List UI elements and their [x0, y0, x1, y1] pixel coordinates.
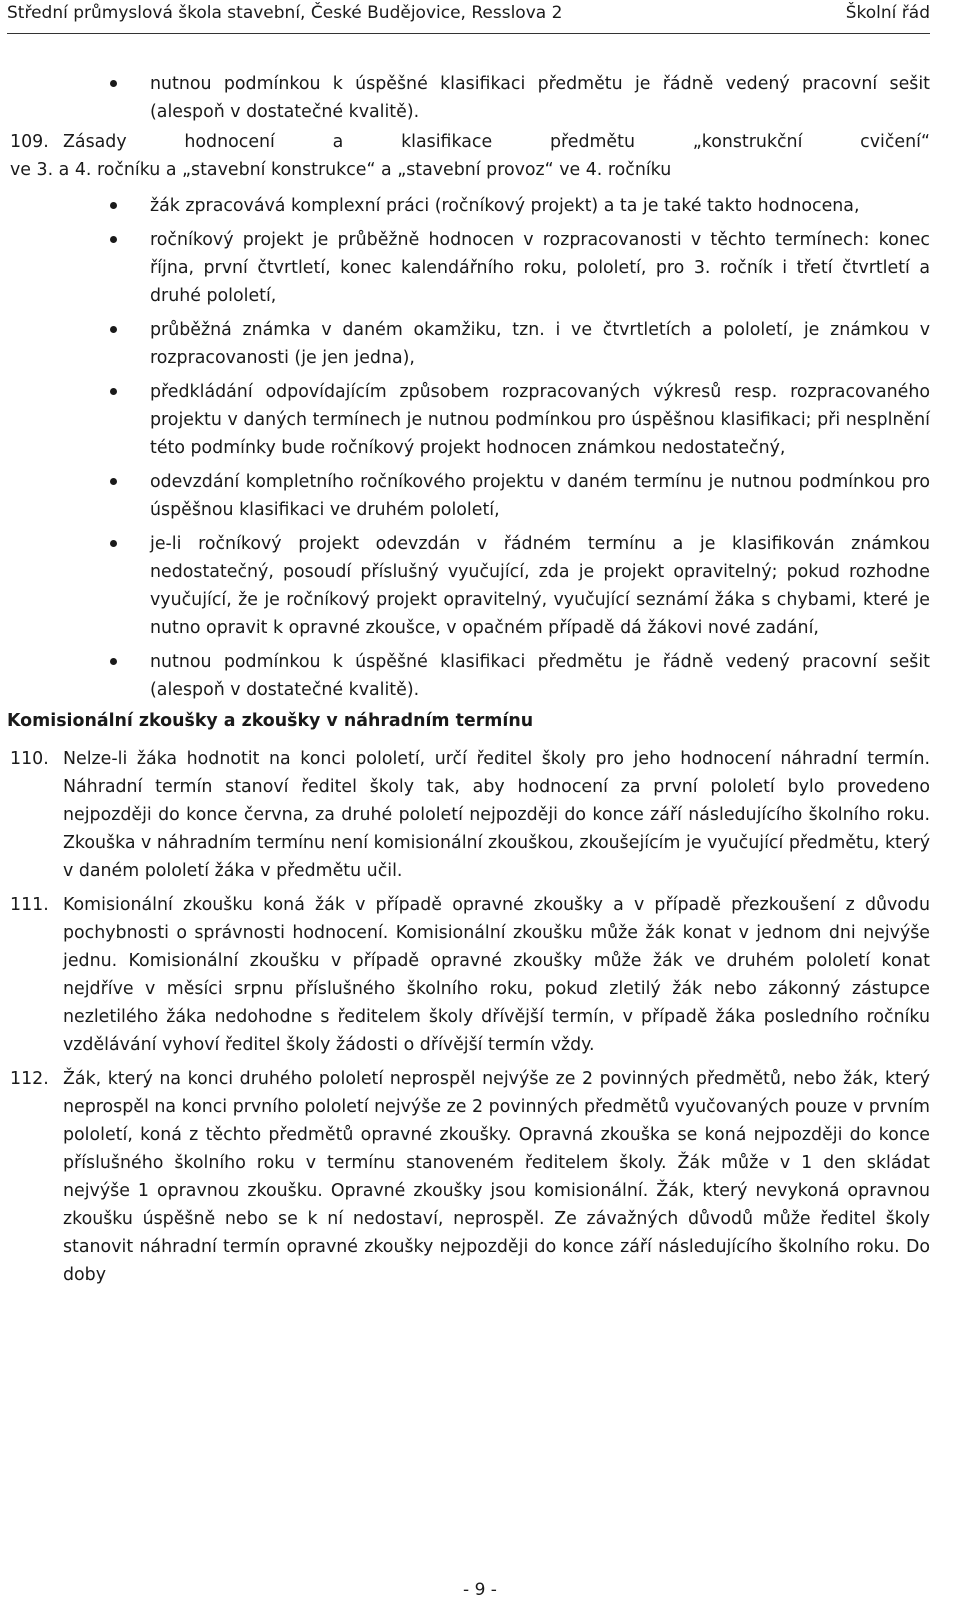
item-number: 112.	[10, 1069, 49, 1089]
list-item	[0, 192, 960, 220]
list-item	[0, 378, 960, 462]
page-content	[0, 70, 960, 1289]
item-text: Komisionální zkoušku koná žák v případě opravné zkoušky a v případě přezkoušení z důvodu pochybnosti o správnosti hodnocení. Komisionální zkoušku může žák konat v jednom dni nejvýše jednu. Komisionální zkoušku v případě opravné zkoušky může žák ve druhém pololetí konat nejdříve v měsíci srpnu příslušného školního roku, pokud zletilý žák nebo zákonný zástupce nezletilého žáka nedohodne s ředitelem školy dřívější termín, v případě žáka posledního ročníku vzdělávání vyhoví ředitel školy žádosti o dřívější termín vždy.	[63, 895, 930, 1055]
list-item	[0, 468, 960, 524]
item-text: Nelze-li žáka hodnotit na konci pololetí, určí ředitel školy pro jeho hodnocení náhradní termín. Náhradní termín stanoví ředitel školy tak, aby hodnocení za první pololetí bylo provedeno nejpozději do konce června, za druhé pololetí nejpozději do konce září následujícího školního roku. Zkouška v náhradním termínu není komisionální zkouškou, zkoušejícím je vyučující předmětu, který v daném pololetí žáka v předmětu učil.	[63, 749, 930, 881]
bullet-icon	[110, 478, 117, 485]
numbered-item	[0, 891, 960, 1059]
list-item-text: předkládání odpovídajícím způsobem rozpracovaných výkresů resp. rozpracovaného projektu v daných termínech je nutnou podmínkou pro úspěšnou klasifikaci; při nesplnění této podmínky bude ročníkový projekt hodnocen známkou nedostatečný,	[150, 382, 930, 458]
item-number: 109.	[10, 132, 49, 152]
list-item-text: nutnou podmínkou k úspěšné klasifikaci předmětu je řádně vedený pracovní sešit (alespoň v dostatečné kvalitě).	[150, 74, 930, 122]
numbered-item	[0, 1065, 960, 1289]
bullet-icon	[110, 80, 117, 87]
list-item-text: odevzdání kompletního ročníkového projektu v daném termínu je nutnou podmínkou pro úspěšnou klasifikaci ve druhém pololetí,	[150, 472, 930, 520]
item-number: 111.	[10, 895, 49, 915]
document-title: Školní řád	[845, 3, 930, 23]
item-number: 110.	[10, 749, 49, 769]
item-text: Žák, který na konci druhého pololetí neprospěl nejvýše ze 2 povinných předmětů, nebo žák, který neprospěl na konci prvního pololetí nejvýše ze 2 povinných předmětů vyučovaných pouze v prvním pololetí, koná z těchto předmětů opravné zkoušky. Opravná zkouška se koná nejpozději do konce příslušného školního roku v termínu stanoveném ředitelem školy. Žák může v 1 den skládat nejvýše 1 opravnou zkoušku. Opravné zkoušky jsou komisionální. Žák, který nevykoná opravnou zkoušku úspěšně nebo se k ní nedostaví, neprospěl. Ze závažných důvodů může ředitel školy stanovit náhradní termín opravné zkoušky nejpozději do konce září následujícího školního roku. Do doby	[63, 1069, 930, 1285]
school-name: Střední průmyslová škola stavební, České Budějovice, Resslova 2	[7, 3, 563, 23]
bullet-icon	[110, 658, 117, 665]
list-item-text: nutnou podmínkou k úspěšné klasifikaci předmětu je řádně vedený pracovní sešit (alespoň v dostatečné kvalitě).	[150, 652, 930, 700]
bullet-icon	[110, 236, 117, 243]
bullet-icon	[110, 540, 117, 547]
list-item-text: ročníkový projekt je průběžně hodnocen v rozpracovanosti v těchto termínech: konec října, první čtvrtletí, konec kalendářního roku, pololetí, pro 3. ročník i třetí čtvrtletí a druhé pololetí,	[150, 230, 930, 306]
list-item	[0, 530, 960, 642]
bullet-list-109	[0, 192, 960, 704]
numbered-item-109	[0, 128, 960, 184]
list-item-text: průběžná známka v daném okamžiku, tzn. i ve čtvrtletích a pololetí, je známkou v rozpracovanosti (je jen jedna),	[150, 320, 930, 368]
bullet-icon	[110, 202, 117, 209]
page-number: - 9 -	[463, 1580, 497, 1600]
bullet-list-top	[0, 70, 960, 126]
list-item-text: je-li ročníkový projekt odevzdán v řádném termínu a je klasifikován známkou nedostatečný, posoudí příslušný vyučující, zda je projekt opravitelný; pokud rozhodne vyučující, že je ročníkový projekt opravitelný, vyučující seznámí žáka s chybami, které je nutno opravit k opravné zkoušce, v opačném případě dá žákovi nové zadání,	[150, 534, 930, 638]
section-heading: Komisionální zkoušky a zkoušky v náhradním termínu	[7, 711, 534, 731]
page-header	[7, 0, 930, 34]
list-item	[0, 70, 960, 126]
list-item	[0, 226, 960, 310]
item-heading-line-2: ve 3. a 4. ročníku a „stavební konstrukce“ a „stavební provoz“ ve 4. ročníku	[10, 160, 672, 180]
list-item-text: žák zpracovává komplexní práci (ročníkový projekt) a ta je také takto hodnocena,	[150, 196, 860, 216]
bullet-icon	[110, 388, 117, 395]
item-heading-line-1: Zásady hodnocení a klasifikace předmětu „konstrukční cvičení“	[63, 132, 930, 152]
list-item	[0, 316, 960, 372]
list-item	[0, 648, 960, 704]
numbered-item	[0, 745, 960, 885]
bullet-icon	[110, 326, 117, 333]
